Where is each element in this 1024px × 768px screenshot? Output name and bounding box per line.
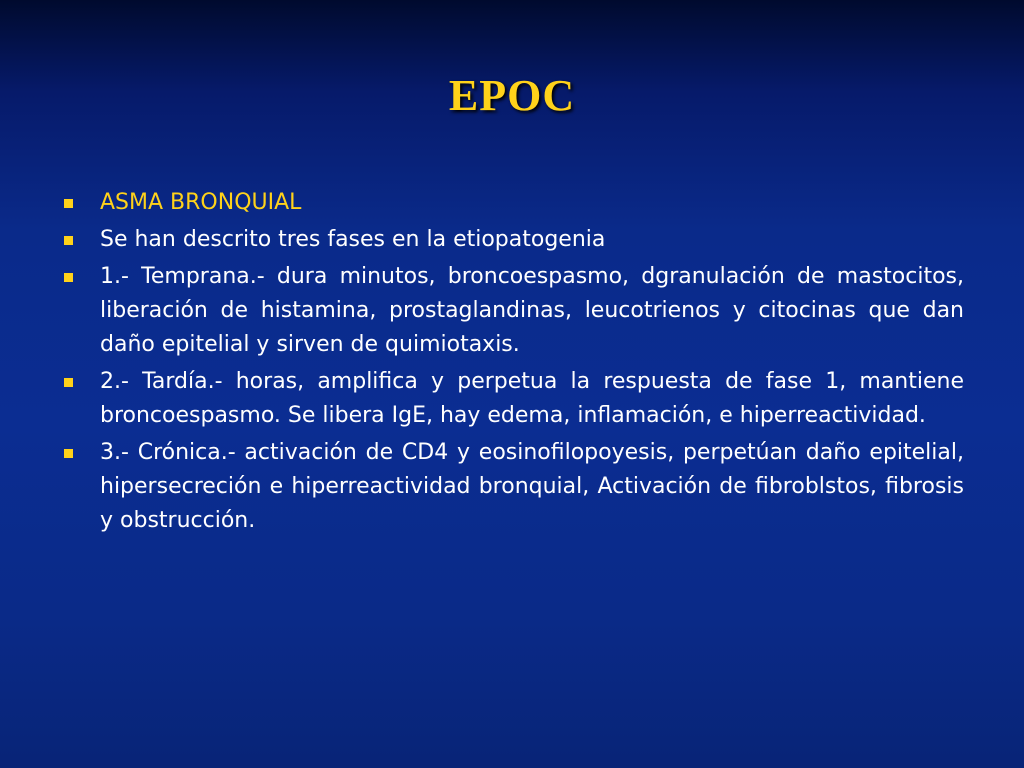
bullet-text: 1.- Temprana.- dura minutos, broncoespasmo, dgranulación de mastocitos, liberación de histamina, prostaglandinas, leucotrienos y citocinas que dan daño epitelial y sirven de quimiotaxis. — [100, 264, 964, 357]
square-bullet-icon — [64, 236, 73, 245]
bullet-text: 2.- Tardía.- horas, amplifica y perpetua la respuesta de fase 1, mantiene broncoespasmo. Se libera IgE, hay edema, inflamación, e hiperreactividad. — [100, 369, 964, 428]
bullet-text: 3.- Crónica.- activación de CD4 y eosinofilopoyesis, perpetúan daño epitelial, hipersecreción e hiperreactividad bronquial, Activación de fibroblstos, fibrosis y obstrucción. — [100, 440, 964, 533]
bullet-item — [100, 436, 964, 538]
bullet-text: Se han descrito tres fases en la etiopatogenia — [100, 227, 606, 252]
square-bullet-icon — [64, 378, 73, 387]
bullet-item — [100, 186, 964, 220]
bullet-item — [100, 260, 964, 362]
square-bullet-icon — [64, 449, 73, 458]
square-bullet-icon — [64, 273, 73, 282]
bullet-text: ASMA BRONQUIAL — [100, 190, 302, 215]
square-bullet-icon — [64, 199, 73, 208]
bullet-item — [100, 365, 964, 433]
slide-title: EPOC — [448, 71, 576, 120]
bullet-item — [100, 223, 964, 257]
bullet-list — [100, 186, 964, 541]
